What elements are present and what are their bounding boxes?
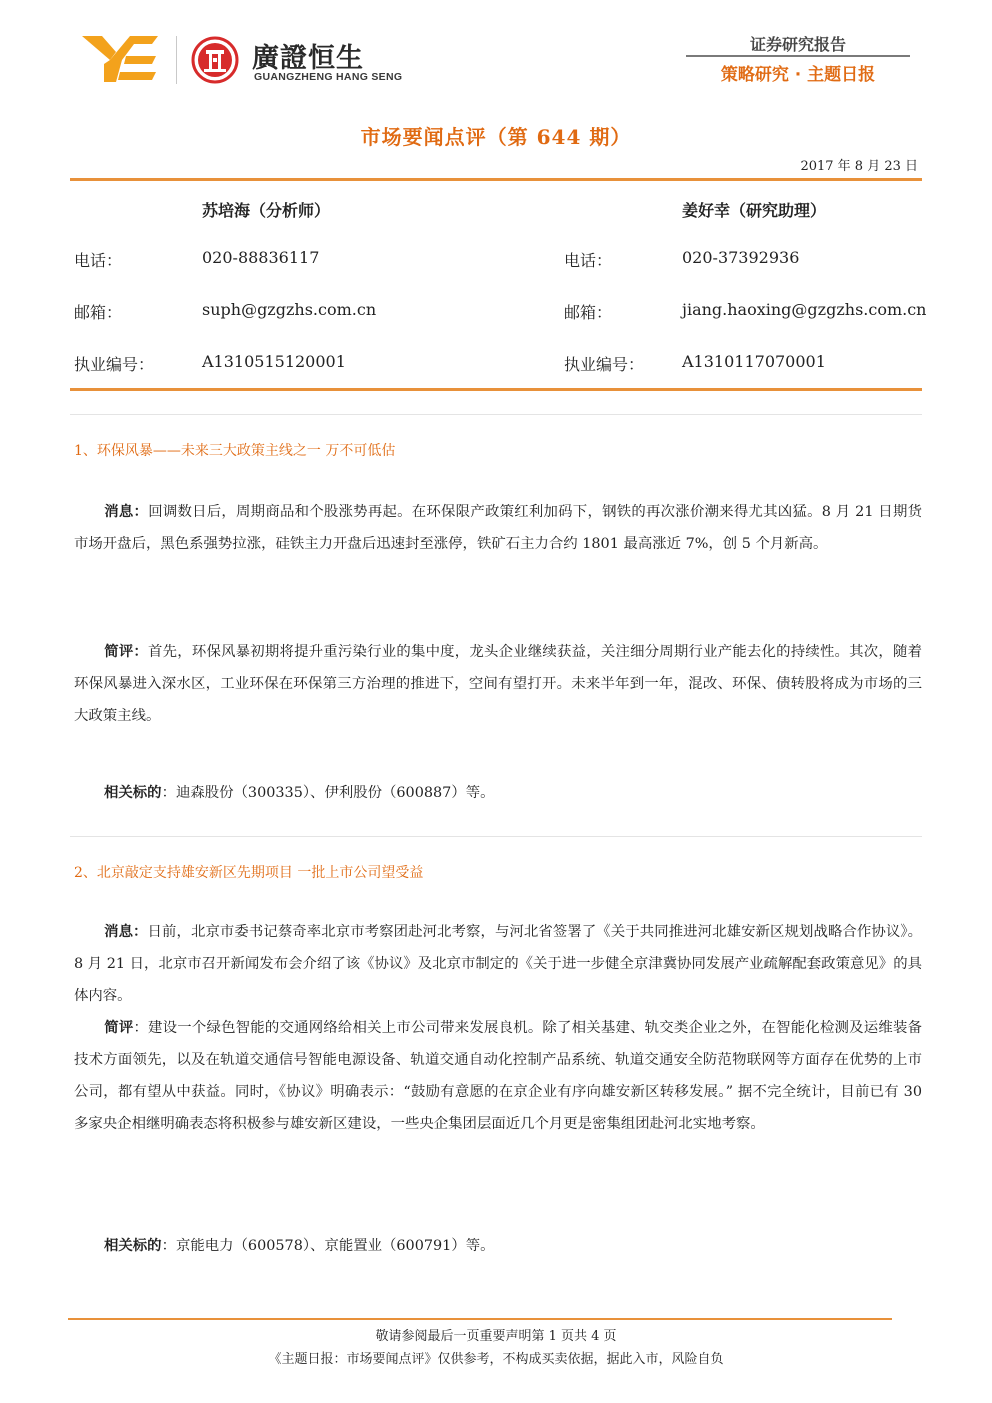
report-type: 证券研究报告 <box>749 35 846 54</box>
analyst-2-license-label: 执业编号： <box>564 355 645 374</box>
comment-text: ：建设一个绿色智能的交通网络给相关上市公司带来发展良机。除了相关基建、轨交类企业之外，在智能化检测及运维装备技术方面领先，以及在轨道交通信号智能电源设备、轨道交通自动化控制产品系统、轨道交通安全防范物联网等方面存在优势的上市公司，都有望从中获益。同时，《协议》明确表示：“鼓励有意愿的在京企业有序向雄安新区转移发展。” 据不完全统计，目前已有 30 多家央企相继明确表态将积极参与雄安新区建设，一些央企集团层面近几个月更是密集组团赴河北实地考察。 <box>74 1020 922 1132</box>
news-label: 消息： <box>104 503 149 520</box>
section-2-comment <box>74 1012 922 1140</box>
comment-label: 简评 <box>104 1019 134 1036</box>
section-divider <box>70 836 922 837</box>
header-divider <box>686 55 910 57</box>
footer-disclaimer: 《主题日报：市场要闻点评》仅供参考，不构成买卖依据，据此入市，风险自负 <box>268 1352 724 1367</box>
analyst-1-name: 苏培海（分析师） <box>202 201 331 220</box>
related-text: ：迪森股份（300335）、伊利股份（600887）等。 <box>161 785 495 801</box>
brand-name-en: GUANGZHENG HANG SENG <box>254 71 403 83</box>
section-1-news <box>74 496 922 560</box>
report-category: 策略研究 · 主题日报 <box>720 65 876 85</box>
analyst-1-email-label: 邮箱： <box>74 303 123 322</box>
analyst-2-phone: 020-37392936 <box>682 248 800 267</box>
news-label: 消息： <box>104 923 148 940</box>
analyst-1-phone-label: 电话： <box>74 251 123 270</box>
news-text: 日前，北京市委书记蔡奇率北京市考察团赴河北考察，与河北省签署了《关于共同推进河北雄安新区规划战略合作协议》。8 月 21 日，北京市召开新闻发布会介绍了该《协议》及北京市制定的《关于进一步健全京津冀协同发展产业疏解配套政策意见》的具体内容。 <box>74 924 922 1004</box>
analyst-2-license: A1310117070001 <box>682 352 826 371</box>
analyst-2-name: 姜好幸（研究助理） <box>682 201 827 220</box>
section-divider <box>70 414 922 415</box>
comment-label: 简评： <box>104 643 149 660</box>
ye-logo-icon <box>82 34 162 84</box>
analyst-2-email-label: 邮箱： <box>564 303 613 322</box>
title-divider <box>70 178 922 181</box>
news-text: 回调数日后，周期商品和个股涨势再起。在环保限产政策红利加码下，钢铁的再次涨价潮来得尤其凶猛。8 月 21 日期货市场开盘后，黑色系强势拉涨，硅铁主力开盘后迅速封至涨停，铁矿石主力合约 1801 最高涨近 7%，创 5 个月新高。 <box>74 504 922 552</box>
section-1-comment <box>74 636 922 732</box>
analyst-1-license: A1310515120001 <box>202 352 346 371</box>
analyst-1-phone: 020-88836117 <box>202 248 320 267</box>
hang-seng-emblem-icon <box>191 36 239 84</box>
logo-separator <box>176 36 177 84</box>
footer-divider <box>68 1318 892 1320</box>
related-label: 相关标的 <box>104 1237 162 1254</box>
section-1-related <box>74 777 922 809</box>
section-2-related <box>74 1230 922 1262</box>
analyst-2-email[interactable]: jiang.haoxing@gzgzhs.com.cn <box>682 300 927 319</box>
section-2-title: 2、北京敲定支持雄安新区先期项目 一批上市公司望受益 <box>74 865 424 881</box>
related-text: ：京能电力（600578）、京能置业（600791）等。 <box>161 1238 495 1254</box>
footer-page-info: 敬请参阅最后一页重要声明第 1 页共 4 页 <box>375 1329 617 1344</box>
section-1-title: 1、环保风暴——未来三大政策主线之一 万不可低估 <box>74 443 396 459</box>
related-label: 相关标的 <box>104 784 162 801</box>
analyst-2-phone-label: 电话： <box>564 251 613 270</box>
analyst-1-license-label: 执业编号： <box>74 355 155 374</box>
analyst-divider <box>70 388 922 391</box>
report-date: 2017 年 8 月 23 日 <box>800 159 918 174</box>
analyst-1-email[interactable]: suph@gzgzhs.com.cn <box>202 300 377 319</box>
brand-name-cn: 廣證恒生 <box>252 43 364 74</box>
comment-text: 首先，环保风暴初期将提升重污染行业的集中度，龙头企业继续获益，关注细分周期行业产能去化的持续性。其次，随着环保风暴进入深水区，工业环保在环保第三方治理的推进下，空间有望打开。未来半年到一年，混改、环保、债转股将成为市场的三大政策主线。 <box>74 644 922 724</box>
report-title: 市场要闻点评（第 644 期） <box>360 125 632 149</box>
section-2-news <box>74 916 922 1012</box>
